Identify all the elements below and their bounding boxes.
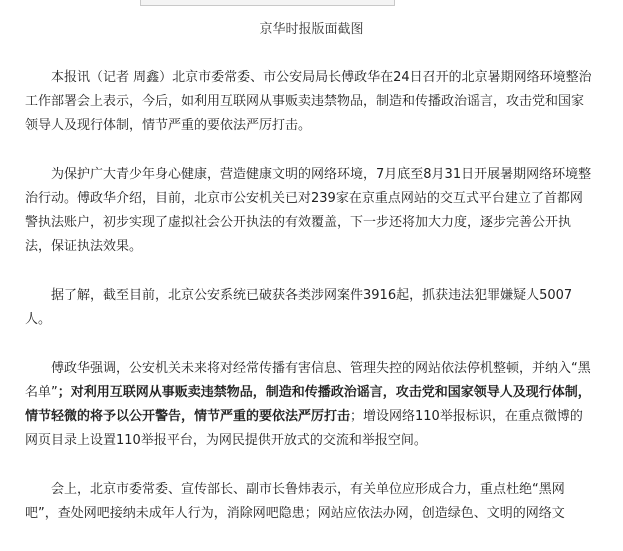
paragraph-2: 为保护广大青少年身心健康，营造健康文明的网络环境，7月底至8月31日开展暑期网络环境整治行动。傅政华介绍，目前，北京市公安机关已对239家在京重点网站的交互式平台建立了首都网警执法账户，初步实现了虚拟社会公开执法的有效覆盖，下一步还将加大力度，逐步完善公开执法，保证执法效果。 [25,167,592,254]
news-screenshot-image [140,0,395,6]
paragraph-1: 本报讯（记者 周鑫）北京市委常委、市公安局局长傅政华在24日召开的北京暑期网络环境整治工作部署会上表示，今后，如利用互联网从事贩卖违禁物品，制造和传播政治谣言，攻击党和国家领导人及现行体制，情节严重的要依法严厉打击。 [25,70,592,133]
paragraph-4-text-end: ；增设网络110举报标识，在重点微博的网页目录上设置110举报平台，为网民提供开放式的交流和举报空间。 [25,409,583,448]
image-caption: 京华时报版面截图 [259,22,364,37]
article-body [25,66,595,551]
paragraph-3: 据了解，截至目前，北京公安系统已破获各类涉网案件3916起，抓获违法犯罪嫌疑人5007人。 [25,288,573,327]
paragraph-4-text: 傅政华强调，公安机关未来将对经常传播有害信息、管理失控的网站依法停机整顿，并纳入“黑名单” [25,361,591,400]
paragraph-4 [25,357,595,453]
paragraph-4-bold-text: ；对利用互联网从事贩卖违禁物品，制造和传播政治谣言，攻击党和国家领导人及现行体制，情节轻微的将予以公开警告，情节严重的要依法严厉打击 [25,385,591,424]
paragraph-5: 会上，北京市委常委、宣传部长、副市长鲁炜表示，有关单位应形成合力，重点杜绝“黑网吧”，查处网吧接纳未成年人行为，消除网吧隐患；网站应依法办网，创造绿色、文明的网络文 [25,482,565,521]
